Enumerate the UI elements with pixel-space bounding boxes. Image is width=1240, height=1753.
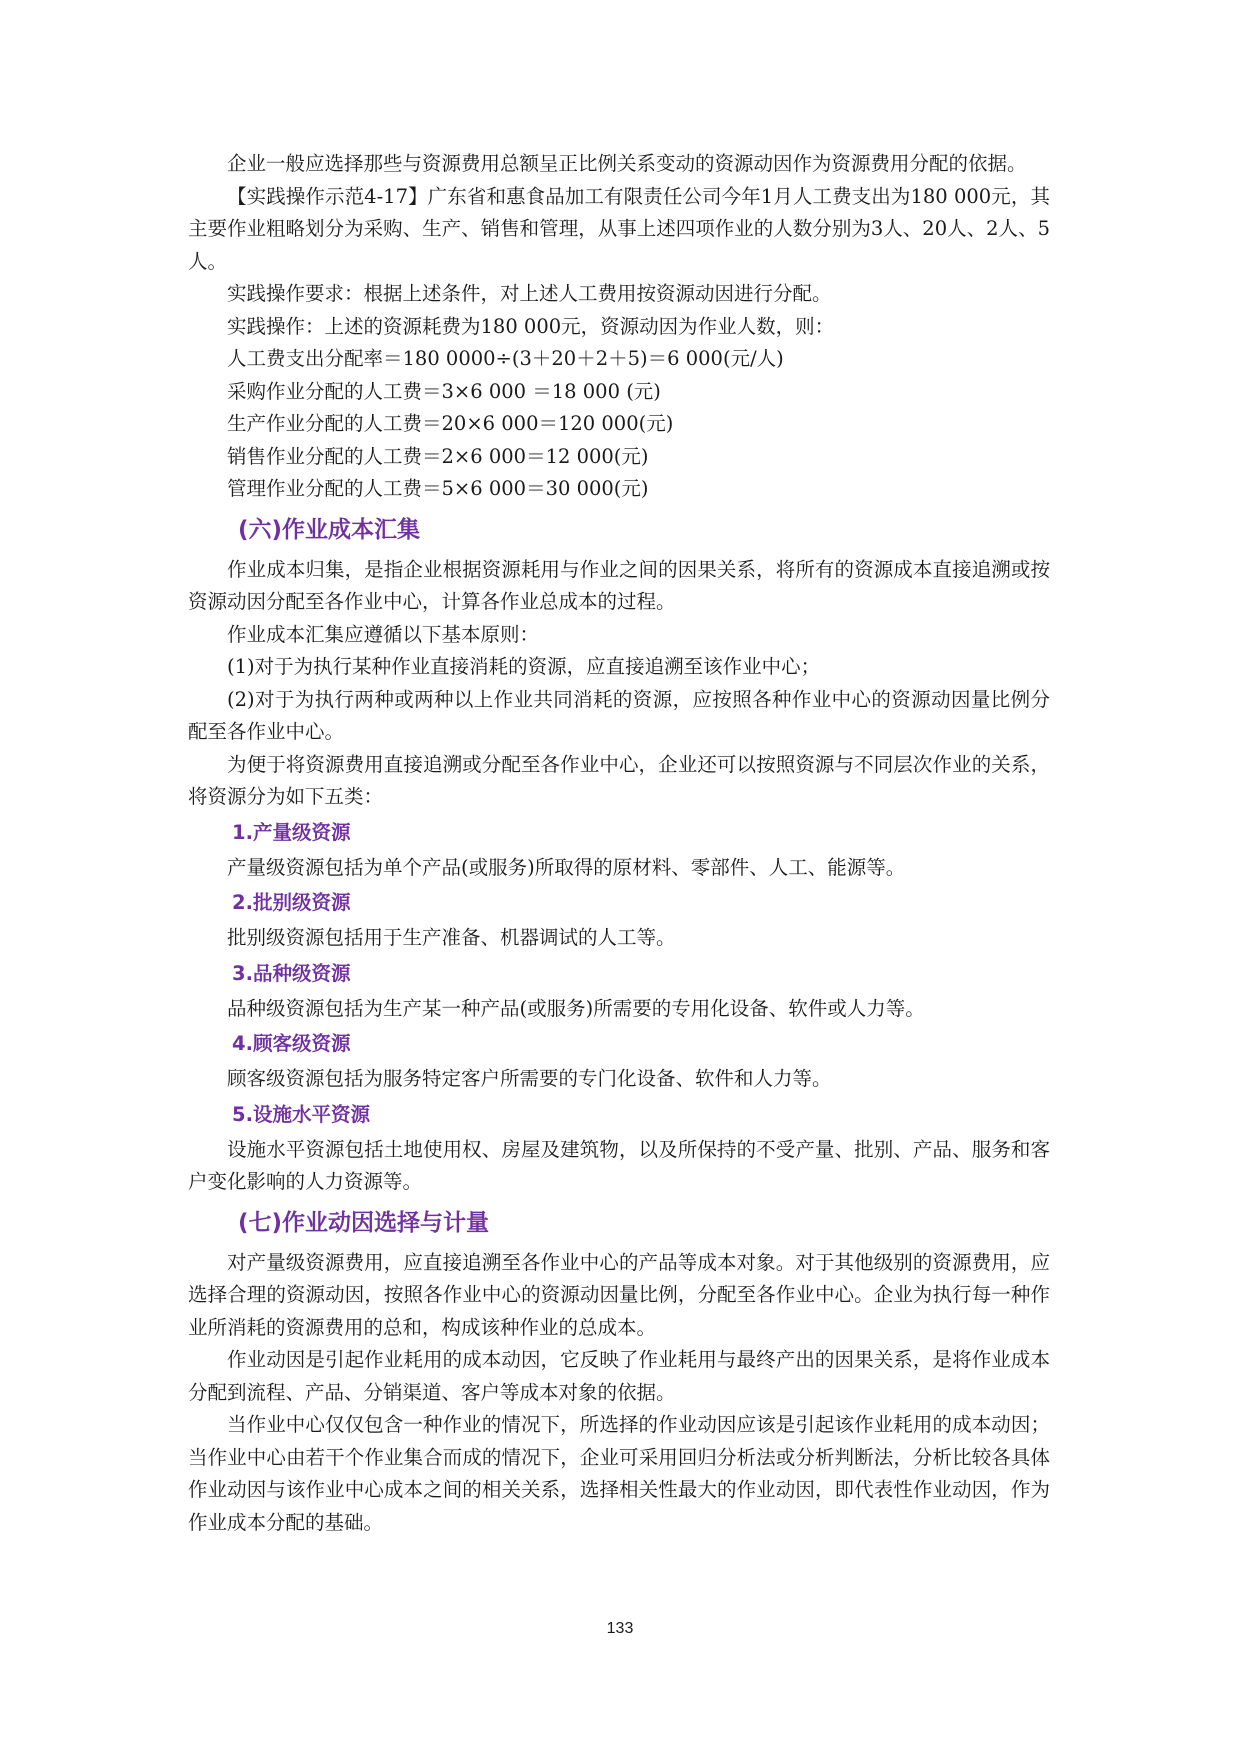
subheading-resource-1: 1.产量级资源: [232, 820, 351, 844]
list-item: (2)对于为执行两种或两种以上作业共同消耗的资源，应按照各种作业中心的资源动因量比例分配至各作业中心。: [188, 687, 1050, 743]
formula-line: 销售作业分配的人工费＝2×6 000＝12 000(元): [227, 444, 649, 468]
formula-line: 采购作业分配的人工费＝3×6 000 ＝18 000 (元): [227, 379, 661, 403]
list-item: (1)对于为执行某种作业直接消耗的资源，应直接追溯至该作业中心；: [227, 655, 821, 678]
paragraph: 设施水平资源包括土地使用权、房屋及建筑物，以及所保持的不受产量、批别、产品、服务和客户变化影响的人力资源等。: [188, 1137, 1050, 1193]
subheading-resource-2: 2.批别级资源: [232, 891, 351, 914]
paragraph-operation: 实践操作：上述的资源耗费为180 000元，资源动因为作业人数，则：: [227, 314, 835, 338]
paragraph: 作业动因是引起作业耗用的成本动因，它反映了作业耗用与最终产出的因果关系，是将作业成本分配到流程、产品、分销渠道、客户等成本对象的依据。: [188, 1348, 1050, 1404]
section-heading-6: (六)作业成本汇集: [238, 516, 421, 543]
paragraph: 作业成本归集，是指企业根据资源耗用与作业之间的因果关系，将所有的资源成本直接追溯或按资源动因分配至各作业中心，计算各作业总成本的过程。: [188, 557, 1050, 613]
page-body: [188, 148, 1050, 1539]
paragraph: 作业成本汇集应遵循以下基本原则：: [227, 622, 540, 646]
subheading-resource-4: 4.顾客级资源: [232, 1032, 351, 1055]
formula-line: 生产作业分配的人工费＝20×6 000＝120 000(元): [227, 412, 674, 435]
paragraph: 当作业中心仅仅包含一种作业的情况下，所选择的作业动因应该是引起该作业耗用的成本动因；当作业中心由若干个作业集合而成的情况下，企业可采用回归分析法或分析判断法，分析比较各具体作业动因与该作业中心成本之间的相关关系，选择相关性最大的作业动因，即代表性作业动因，作为作业成本分配的基础。: [188, 1413, 1050, 1534]
page-number: 133: [606, 1620, 634, 1637]
formula-line: 管理作业分配的人工费＝5×6 000＝30 000(元): [227, 477, 649, 500]
paragraph: 批别级资源包括用于生产准备、机器调试的人工等。: [227, 926, 676, 949]
paragraph: 品种级资源包括为生产某一种产品(或服务)所需要的专用化设备、软件或人力等。: [227, 996, 925, 1020]
paragraph: 产量级资源包括为单个产品(或服务)所取得的原材料、零部件、人工、能源等。: [227, 855, 906, 879]
paragraph: 对产量级资源费用，应直接追溯至各作业中心的产品等成本对象。对于其他级别的资源费用，应选择合理的资源动因，按照各作业中心的资源动因量比例，分配至各作业中心。企业为执行每一种作业所消耗的资源费用的总和，构成该种作业的总成本。: [188, 1250, 1050, 1339]
section-heading-7: (七)作业动因选择与计量: [238, 1209, 490, 1236]
paragraph-example-intro: 【实践操作示范4-17】广东省和惠食品加工有限责任公司今年1月人工费支出为180 000元，其主要作业粗略划分为采购、生产、销售和管理，从事上述四项作业的人数分别为3人、20人、2人、5人。: [188, 184, 1050, 273]
formula-line: 人工费支出分配率＝180 0000÷(3＋20＋2＋5)＝6 000(元/人): [227, 347, 784, 370]
paragraph-requirement: 实践操作要求：根据上述条件，对上述人工费用按资源动因进行分配。: [227, 282, 832, 305]
subheading-resource-5: 5.设施水平资源: [232, 1102, 370, 1126]
paragraph: 企业一般应选择那些与资源费用总额呈正比例关系变动的资源动因作为资源费用分配的依据。: [227, 152, 1027, 175]
subheading-resource-3: 3.品种级资源: [232, 961, 351, 985]
paragraph: 为便于将资源费用直接追溯或分配至各作业中心，企业还可以按照资源与不同层次作业的关系，将资源分为如下五类：: [188, 752, 1050, 808]
paragraph: 顾客级资源包括为服务特定客户所需要的专门化设备、软件和人力等。: [227, 1067, 832, 1090]
